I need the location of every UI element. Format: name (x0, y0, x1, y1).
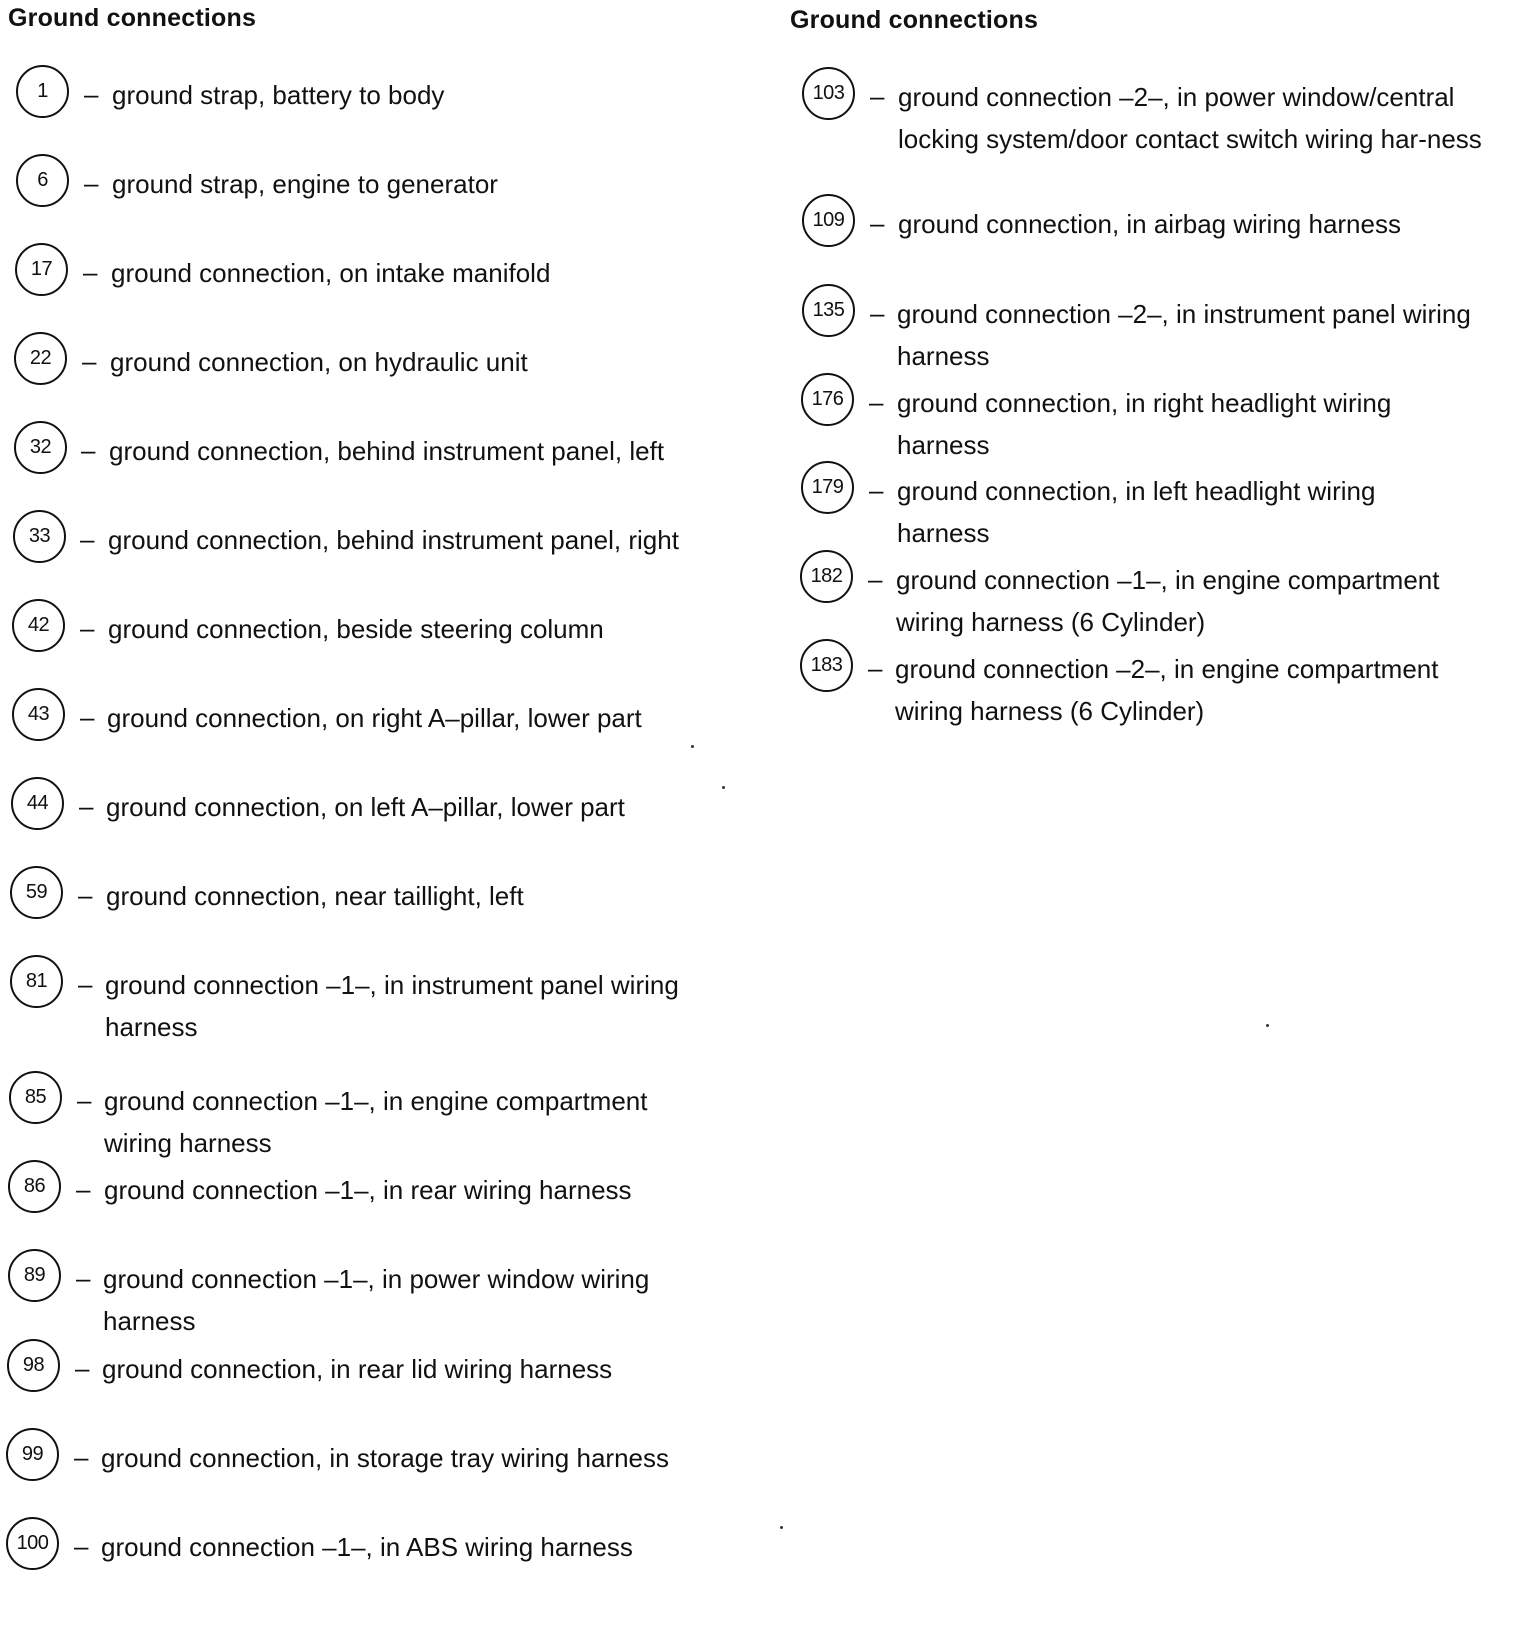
item-description: ground connection, on right A–pillar, lower part (107, 703, 642, 733)
item-number-badge: 89 (8, 1249, 61, 1302)
item-number-badge: 1 (16, 65, 69, 118)
item-description: ground connection, in right headlight wiring harness (897, 388, 1392, 460)
item-number-badge: 103 (802, 67, 855, 120)
item-dash: – (80, 702, 95, 732)
item-number-badge: 109 (802, 194, 855, 247)
item-number-badge: 44 (11, 777, 64, 830)
item-number-badge: 42 (12, 599, 65, 652)
item-description: ground connection –1–, in instrument panel wiring harness (105, 970, 679, 1042)
item-number-badge: 100 (6, 1517, 59, 1570)
item-dash: – (869, 475, 884, 505)
item-description: ground connection, behind instrument panel, right (108, 525, 679, 555)
item-dash: – (84, 168, 99, 198)
item-number-badge: 182 (800, 550, 853, 603)
item-description: ground connection, on hydraulic unit (110, 347, 528, 377)
item-number-badge: 176 (801, 373, 854, 426)
item-dash: – (74, 1442, 89, 1472)
item-number-badge: 43 (12, 688, 65, 741)
item-dash: – (81, 435, 96, 465)
item-dash: – (870, 81, 885, 111)
item-description: ground connection –1–, in power window wiring harness (103, 1264, 650, 1336)
item-dash: – (75, 1353, 90, 1383)
item-description: ground connection –2–, in engine compartment wiring harness (6 Cylinder) (895, 654, 1439, 726)
item-dash: – (78, 969, 93, 999)
item-description: ground connection –1–, in engine compartment wiring harness (104, 1086, 648, 1158)
item-dash: – (77, 1085, 92, 1115)
item-number-badge: 99 (6, 1428, 59, 1481)
item-dash: – (868, 653, 883, 683)
item-number-badge: 98 (7, 1339, 60, 1392)
item-dash: – (76, 1174, 91, 1204)
item-dash: – (868, 564, 883, 594)
item-description: ground connection –1–, in ABS wiring harness (101, 1532, 633, 1562)
item-description: ground connection, behind instrument panel, left (109, 436, 665, 466)
item-description: ground connection –2–, in power window/central locking system/door contact switch wiring har-ness (898, 82, 1482, 154)
scan-speck (691, 745, 694, 748)
item-number-badge: 6 (16, 154, 69, 207)
item-description: ground connection, in airbag wiring harness (898, 209, 1401, 239)
item-dash: – (78, 880, 93, 910)
item-dash: – (76, 1263, 91, 1293)
item-dash: – (80, 613, 95, 643)
item-number-badge: 81 (10, 955, 63, 1008)
item-description: ground connection, on left A–pillar, lower part (106, 792, 625, 822)
item-description: ground connection, near taillight, left (106, 881, 524, 911)
item-dash: – (84, 79, 99, 109)
item-description: ground connection, in left headlight wiring harness (897, 476, 1376, 548)
item-dash: – (870, 208, 885, 238)
item-number-badge: 135 (802, 284, 855, 337)
item-dash: – (82, 346, 97, 376)
item-number-badge: 86 (8, 1160, 61, 1213)
item-description: ground strap, battery to body (112, 80, 445, 110)
scan-speck (780, 1526, 783, 1529)
item-description: ground connection, beside steering column (108, 614, 604, 644)
item-number-badge: 179 (801, 461, 854, 514)
item-number-badge: 17 (15, 243, 68, 296)
item-description: ground connection –2–, in instrument panel wiring harness (897, 299, 1471, 371)
item-number-badge: 32 (14, 421, 67, 474)
item-dash: – (869, 387, 884, 417)
item-number-badge: 59 (10, 866, 63, 919)
item-description: ground connection, on intake manifold (111, 258, 551, 288)
item-number-badge: 183 (800, 639, 853, 692)
item-description: ground connection –1–, in rear wiring harness (104, 1175, 632, 1205)
right-column-heading: Ground connections (790, 6, 1039, 34)
item-dash: – (80, 524, 95, 554)
scan-speck (1266, 1024, 1269, 1027)
item-dash: – (83, 257, 98, 287)
item-dash: – (870, 298, 885, 328)
item-description: ground connection, in storage tray wiring harness (101, 1443, 669, 1473)
item-dash: – (74, 1531, 89, 1561)
scan-speck (722, 786, 725, 789)
item-number-badge: 33 (13, 510, 66, 563)
item-number-badge: 22 (14, 332, 67, 385)
item-dash: – (79, 791, 94, 821)
item-description: ground strap, engine to generator (112, 169, 498, 199)
item-number-badge: 85 (9, 1071, 62, 1124)
item-description: ground connection, in rear lid wiring harness (102, 1354, 613, 1384)
item-description: ground connection –1–, in engine compartment wiring harness (6 Cylinder) (896, 565, 1440, 637)
left-column-heading: Ground connections (8, 4, 257, 32)
